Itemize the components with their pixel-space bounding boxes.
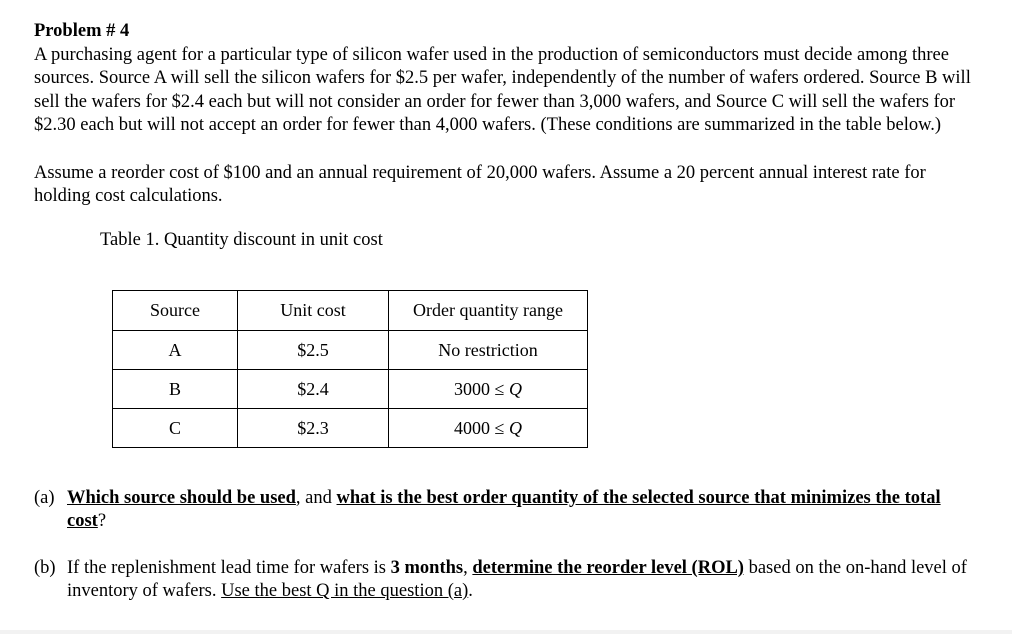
cell-order-range bbox=[389, 409, 588, 448]
question-b bbox=[34, 557, 974, 603]
question-a-end: ? bbox=[97, 511, 107, 531]
cell-unit-cost: $2.3 bbox=[238, 409, 389, 448]
question-b-emphasis-rol: determine the reorder level (ROL) bbox=[472, 558, 744, 578]
question-a-emphasis-source: Which source should be used bbox=[67, 488, 296, 508]
question-b-middle: based on the on-hand level of inventory of wafers. bbox=[67, 558, 967, 601]
question-b-intro: If the replenishment lead time for wafers is bbox=[67, 558, 391, 578]
cell-unit-cost: $2.4 bbox=[238, 370, 389, 409]
table-row bbox=[113, 370, 588, 409]
range-value: 3000 bbox=[454, 378, 491, 399]
cell-source: C bbox=[113, 409, 238, 448]
problem-section bbox=[34, 20, 974, 252]
problem-title: Problem # 4 bbox=[34, 21, 130, 41]
header-source: Source bbox=[113, 291, 238, 331]
question-b-end: . bbox=[468, 581, 473, 601]
table-row bbox=[113, 409, 588, 448]
page-bottom-edge bbox=[0, 630, 1012, 634]
question-a-connector: , and bbox=[295, 488, 337, 508]
question-a-text bbox=[67, 487, 974, 533]
problem-assumptions: Assume a reorder cost of $100 and an annual requirement of 20,000 wafers. Assume a 20 percent annual interest rate for holding cost calculations. bbox=[34, 162, 926, 206]
table-header-row bbox=[113, 291, 588, 331]
question-b-comma: , bbox=[463, 558, 473, 578]
range-variable: Q bbox=[508, 417, 522, 438]
problem-intro: A purchasing agent for a particular type of silicon wafer used in the production of semiconductors must decide among three sources. Source A will sell the silicon wafers for $2.5 per wafer, independently of the number of wafers ordered. Source B will sell the wafers for $2.4 each but will not consider an order for fewer than 3,000 wafers, and Source C will sell the wafers for $2.30 each but will not accept an order for fewer than 4,000 wafers. (These conditions are summarized in the table below.) bbox=[34, 44, 971, 135]
question-a-emphasis-quantity: what is the best order quantity of the selected source that minimizes the total cost bbox=[67, 488, 941, 531]
question-a bbox=[34, 487, 974, 533]
quantity-discount-table bbox=[112, 290, 588, 448]
question-a-label: (a) bbox=[34, 488, 55, 508]
range-operator: ≤ bbox=[494, 378, 505, 399]
question-b-label: (b) bbox=[34, 558, 56, 578]
range-operator: ≤ bbox=[494, 417, 505, 438]
cell-source: A bbox=[113, 331, 238, 370]
cell-unit-cost: $2.5 bbox=[238, 331, 389, 370]
question-b-instruction: Use the best Q in the question (a) bbox=[221, 581, 469, 601]
table-row bbox=[113, 331, 588, 370]
cell-order-range: No restriction bbox=[389, 331, 588, 370]
header-order-range: Order quantity range bbox=[389, 291, 588, 331]
header-unit-cost: Unit cost bbox=[238, 291, 389, 331]
cell-source: B bbox=[113, 370, 238, 409]
question-b-text bbox=[67, 557, 974, 603]
cell-order-range bbox=[389, 370, 588, 409]
table-caption: Table 1. Quantity discount in unit cost bbox=[100, 229, 383, 250]
range-value: 4000 bbox=[454, 417, 491, 438]
question-b-lead-time: 3 months bbox=[390, 558, 464, 578]
range-variable: Q bbox=[508, 378, 522, 399]
